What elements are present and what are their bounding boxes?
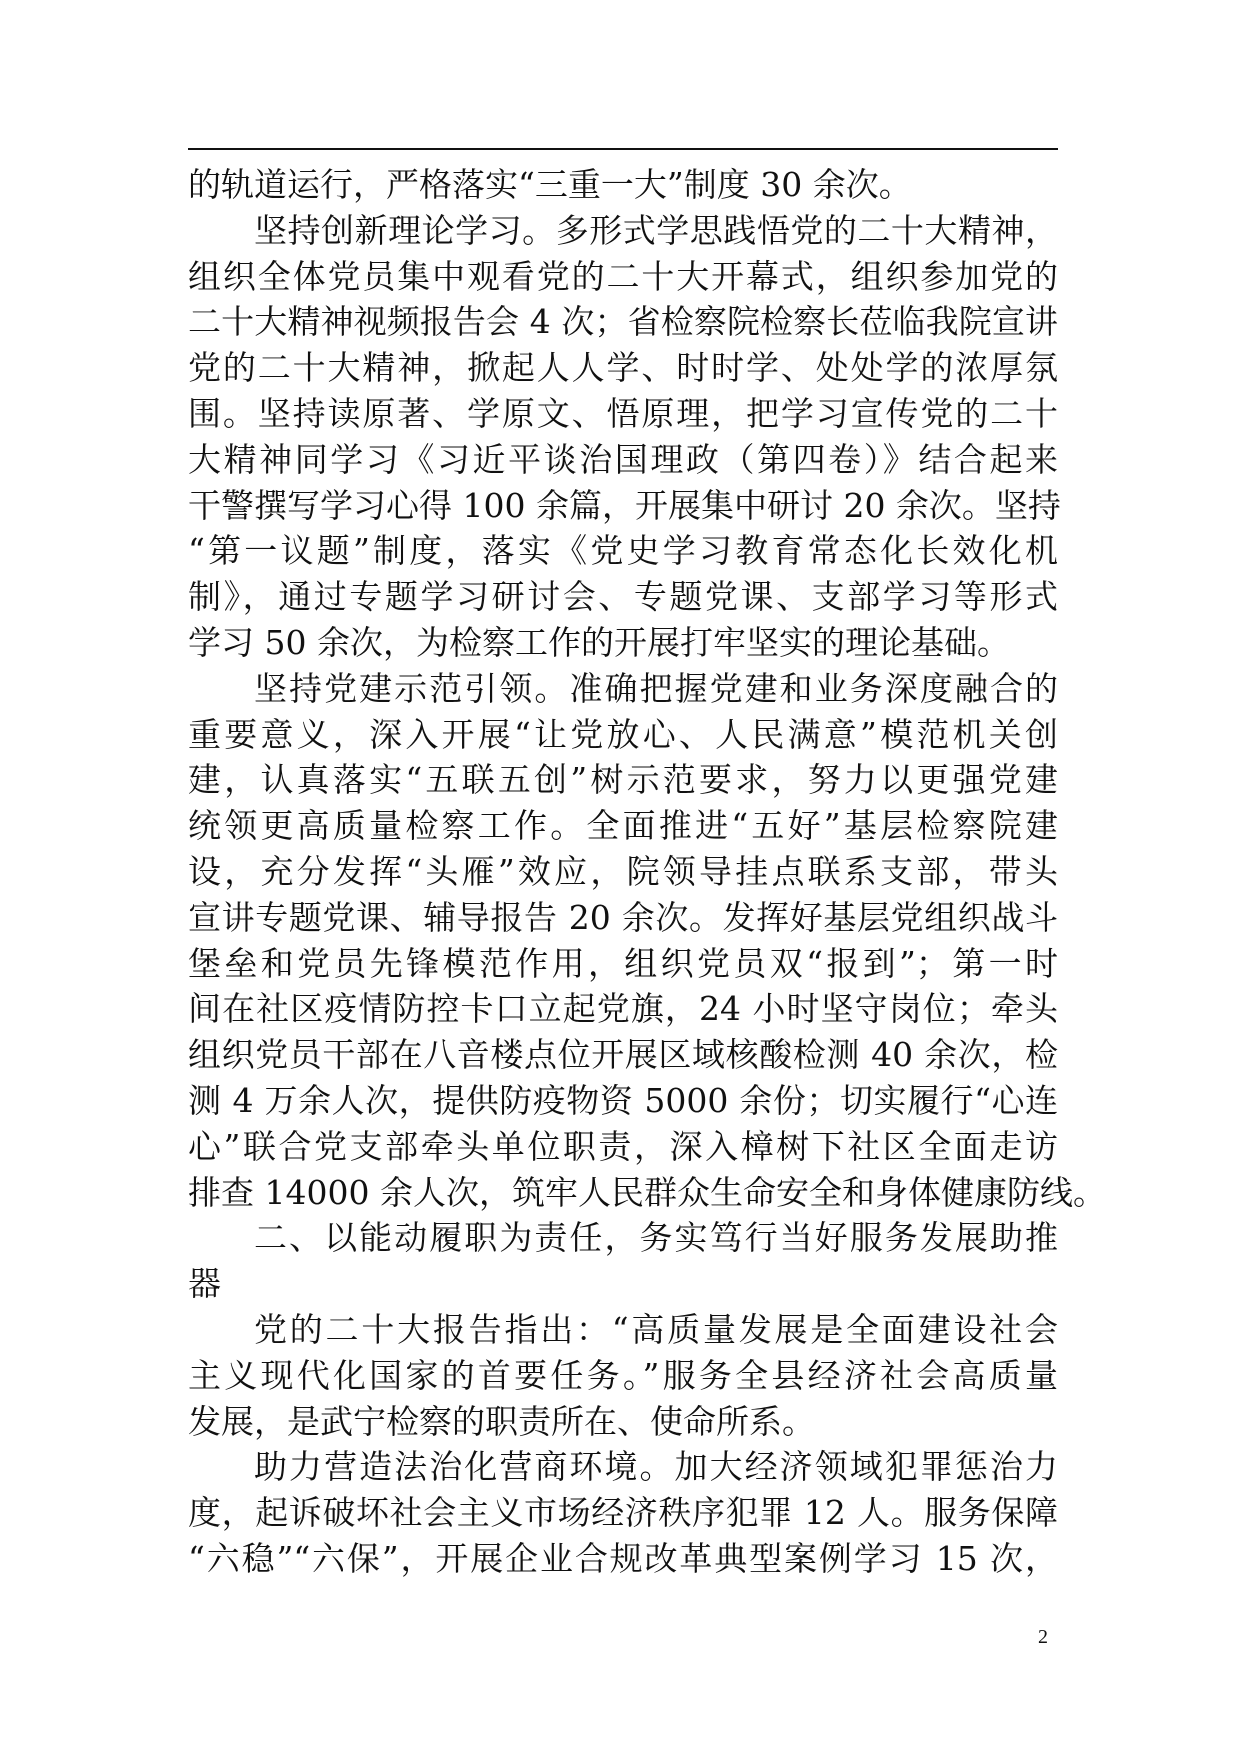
- text-line: 测 4 万余人次，提供防疫物资 5000 余份；切实履行“心连: [188, 1080, 1058, 1120]
- text-line: 堡垒和党员先锋模范作用，组织党员双“报到”；第一时: [188, 943, 1058, 983]
- text-line: 大精神同学习《习近平谈治国理政（第四卷）》结合起来: [188, 439, 1058, 479]
- text-line: 党的二十大精神，掀起人人学、时时学、处处学的浓厚氛: [188, 348, 1058, 388]
- text-line: 重要意义，深入开展“让党放心、人民满意”模范机关创: [188, 714, 1058, 754]
- text-line: 二十大精神视频报告会 4 次；省检察院检察长莅临我院宣讲: [188, 302, 1058, 342]
- text-line: 坚持创新理论学习。多形式学思践悟党的二十大精神，: [254, 210, 1058, 250]
- text-line: 组织全体党员集中观看党的二十大开幕式，组织参加党的: [188, 256, 1058, 296]
- text-line: “第一议题”制度，落实《党史学习教育常态化长效化机: [188, 531, 1058, 571]
- page-number: 2: [1038, 1626, 1048, 1648]
- text-line: 制》，通过专题学习研讨会、专题党课、支部学习等形式: [188, 577, 1058, 617]
- text-line: 心”联合党支部牵头单位职责，深入樟树下社区全面走访: [188, 1126, 1058, 1166]
- text-line: 学习 50 余次，为检察工作的开展打牢坚实的理论基础。: [188, 622, 1010, 662]
- text-line: 的轨道运行，严格落实“三重一大”制度 30 余次。: [188, 165, 912, 204]
- text-line: 建，认真落实“五联五创”树示范要求，努力以更强党建: [188, 760, 1058, 800]
- text-line: 发展，是武宁检察的职责所在、使命所系。: [188, 1401, 815, 1441]
- text-line: 坚持党建示范引领。准确把握党建和业务深度融合的: [254, 668, 1058, 708]
- text-line: 组织党员干部在八音楼点位开展区域核酸检测 40 余次，检: [188, 1035, 1058, 1075]
- text-line: 助力营造法治化营商环境。加大经济领域犯罪惩治力: [254, 1447, 1058, 1487]
- text-line: 宣讲专题党课、辅导报告 20 余次。发挥好基层党组织战斗: [188, 897, 1058, 937]
- text-line: 二、以能动履职为责任，务实笃行当好服务发展助推: [254, 1218, 1058, 1258]
- text-line: 间在社区疫情防控卡口立起党旗，24 小时坚守岗位；牵头: [188, 989, 1058, 1029]
- text-line: 干警撰写学习心得 100 余篇，开展集中研讨 20 余次。坚持: [188, 485, 1061, 525]
- text-line: 排查 14000 余人次，筑牢人民群众生命安全和身体健康防线。: [188, 1172, 1106, 1212]
- document-body: [188, 162, 1106, 1582]
- text-line: 党的二十大报告指出：“高质量发展是全面建设社会: [254, 1309, 1058, 1349]
- header-rule: [188, 148, 1058, 150]
- text-line: 围。坚持读原著、学原文、悟原理，把学习宣传党的二十: [188, 393, 1058, 433]
- text-line: 主义现代化国家的首要任务。”服务全县经济社会高质量: [188, 1355, 1058, 1395]
- text-line: “六稳”“六保”，开展企业合规改革典型案例学习 15 次，: [188, 1538, 1058, 1578]
- text-line: 器: [188, 1264, 221, 1304]
- text-line: 度，起诉破坏社会主义市场经济秩序犯罪 12 人。服务保障: [188, 1493, 1058, 1533]
- text-line: 统领更高质量检察工作。全面推进“五好”基层检察院建: [188, 806, 1058, 846]
- text-line: 设，充分发挥“头雁”效应，院领导挂点联系支部，带头: [188, 851, 1058, 891]
